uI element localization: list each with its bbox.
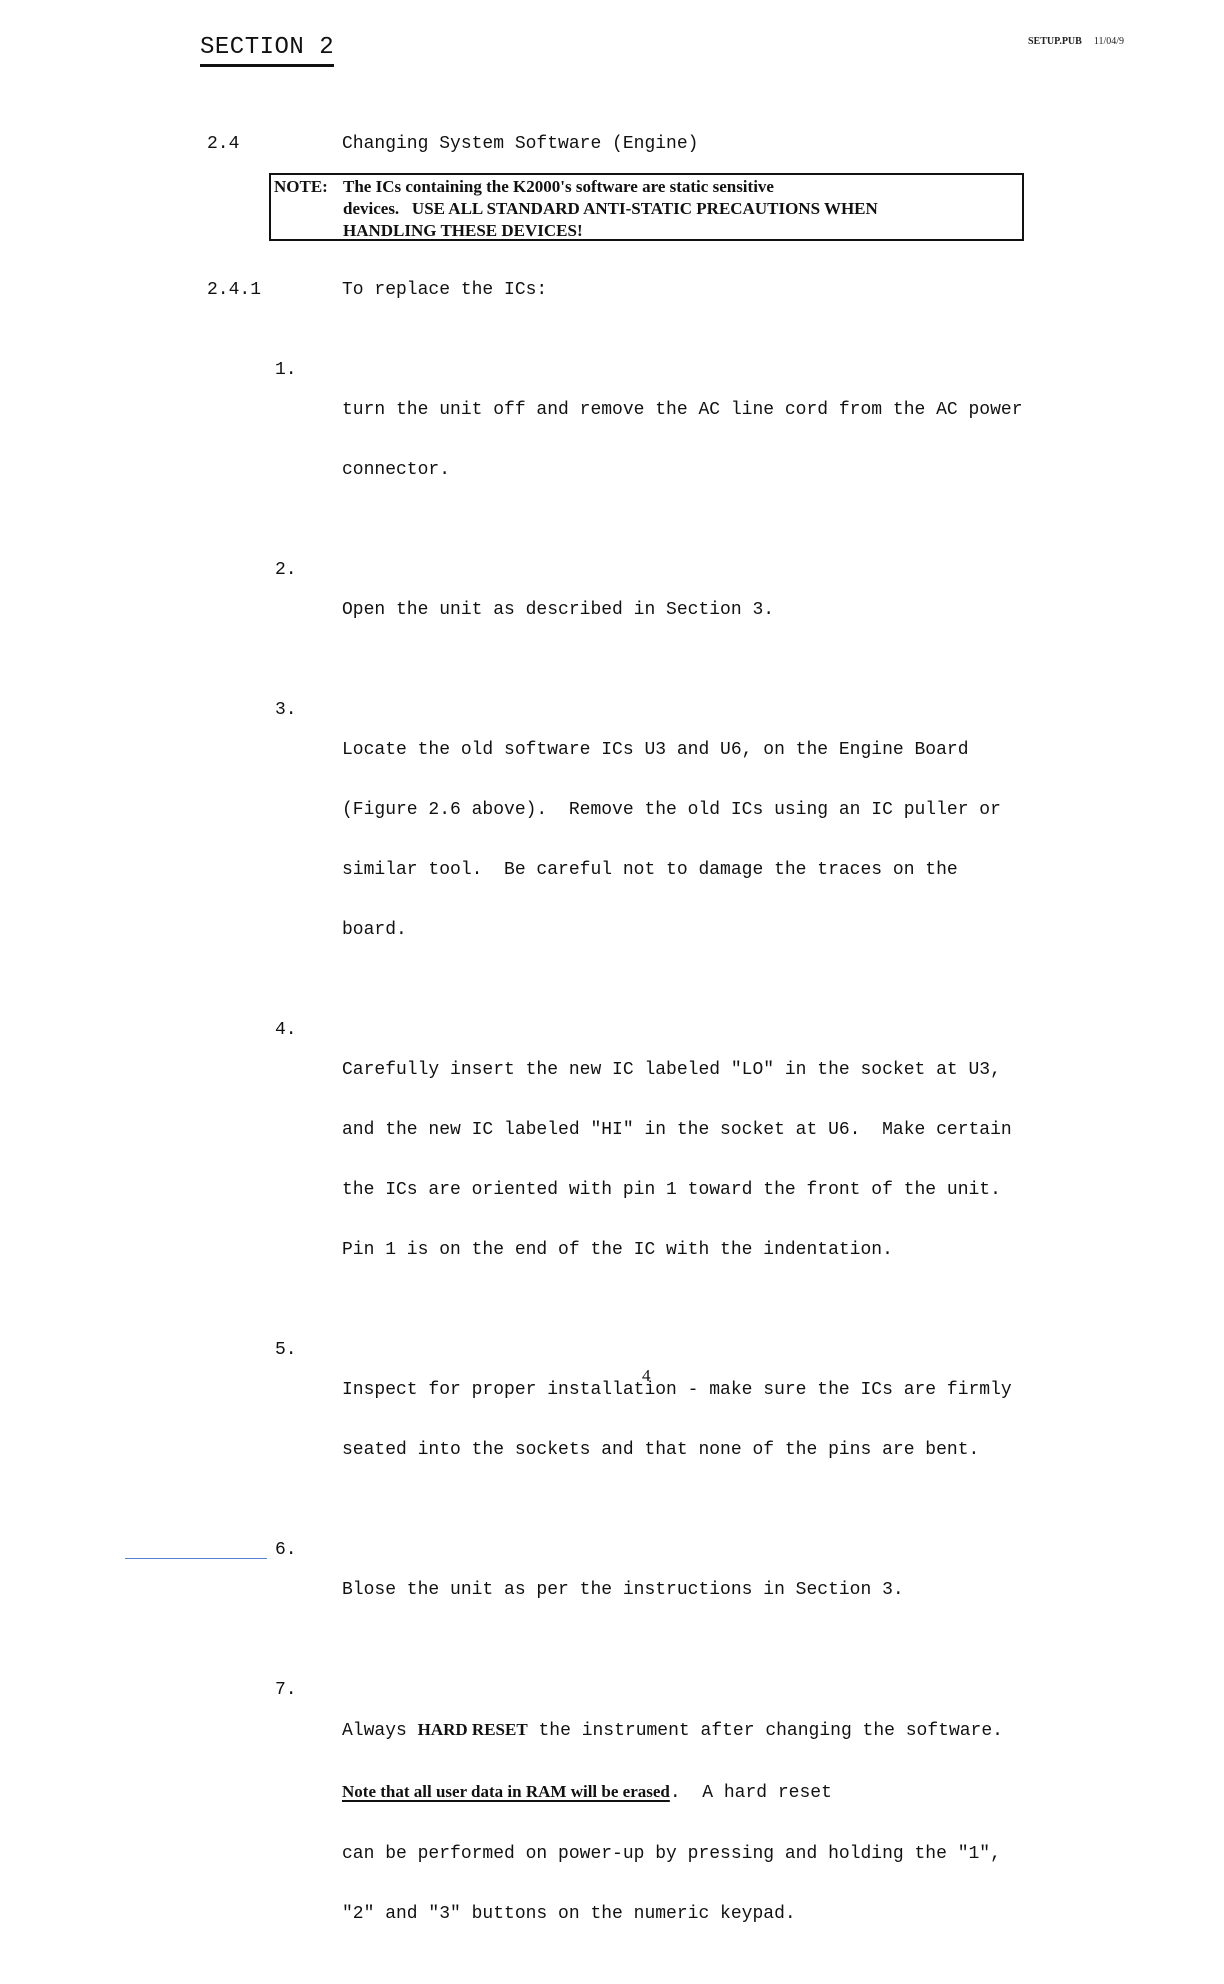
step-text	[342, 700, 1001, 980]
step-line: Inspect for proper installation - make sure the ICs are firmly	[342, 1380, 1012, 1400]
list-item	[275, 1020, 1075, 1300]
step-number: 4.	[275, 1020, 297, 1040]
step-number: 3.	[275, 700, 297, 720]
step-text	[342, 1680, 1003, 1964]
step-line: Pin 1 is on the end of the IC with the indentation.	[342, 1240, 893, 1260]
step-text	[342, 1540, 904, 1640]
step-line: board.	[342, 920, 407, 940]
list-item	[275, 1340, 1075, 1500]
step-text	[342, 1020, 1012, 1300]
note-text	[343, 176, 1023, 242]
step-line: Locate the old software ICs U3 and U6, on the Engine Board	[342, 740, 969, 760]
note-label: NOTE:	[274, 177, 328, 196]
step-number: 5.	[275, 1340, 297, 1360]
page-number: 4	[642, 1366, 651, 1385]
steps-list	[275, 320, 1075, 1984]
step-line: and the new IC labeled "HI" in the socket at U6. Make certain	[342, 1120, 1012, 1140]
hard-reset-emphasis: HARD RESET	[417, 1720, 528, 1739]
step-line: can be performed on power-up by pressing and holding the "1",	[342, 1844, 1001, 1864]
note-line: devices. USE ALL STANDARD ANTI-STATIC PRECAUTIONS WHEN	[343, 199, 878, 218]
step-text	[342, 1340, 1012, 1500]
step-line: "2" and "3" buttons on the numeric keypad.	[342, 1904, 796, 1924]
step-line: turn the unit off and remove the AC line cord from the AC power	[342, 400, 1023, 420]
step-number: 2.	[275, 560, 297, 580]
file-stamp	[1028, 36, 1124, 47]
step-number: 7.	[275, 1680, 297, 1700]
note-box	[269, 173, 1024, 241]
list-item	[275, 700, 1075, 980]
step-line: similar tool. Be careful not to damage the traces on the	[342, 860, 958, 880]
step-line	[342, 1782, 1003, 1804]
step-number: 1.	[275, 360, 297, 380]
subsection-title: To replace the ICs:	[342, 280, 548, 300]
step-number: 6.	[275, 1540, 297, 1560]
note-line: The ICs containing the K2000's software are static sensitive	[343, 177, 774, 196]
note-line: HANDLING THESE DEVICES!	[343, 221, 583, 240]
section-title: Changing System Software (Engine)	[342, 134, 699, 154]
section-number: 2.4	[207, 134, 240, 154]
step-line: connector.	[342, 460, 451, 480]
list-item	[275, 360, 1075, 520]
step-line: the ICs are oriented with pin 1 toward the front of the unit.	[342, 1180, 1001, 1200]
file-date: 11/04/9	[1093, 36, 1125, 47]
step-text-fragment: the instrument after changing the software.	[527, 1721, 1003, 1741]
step-text	[342, 560, 774, 660]
list-item	[275, 1680, 1075, 1964]
footer-rule	[125, 1558, 267, 1559]
step-text-fragment: Always	[342, 1721, 418, 1741]
step-line: Open the unit as described in Section 3.	[342, 600, 775, 620]
list-item	[275, 560, 1075, 660]
list-item	[275, 1540, 1075, 1640]
data-erased-warning: Note that all user data in RAM will be erased	[342, 1782, 670, 1801]
step-text-fragment: . A hard reset	[669, 1783, 832, 1803]
step-line	[342, 1720, 1003, 1742]
step-line: (Figure 2.6 above). Remove the old ICs using an IC puller or	[342, 800, 1001, 820]
file-name: SETUP.PUB	[1028, 36, 1082, 47]
step-line: seated into the sockets and that none of the pins are bent.	[342, 1440, 980, 1460]
section-heading: SECTION 2	[200, 34, 334, 67]
subsection-number: 2.4.1	[207, 280, 262, 300]
step-line: Carefully insert the new IC labeled "LO" in the socket at U3,	[342, 1060, 1001, 1080]
step-text	[342, 360, 1023, 520]
step-line: Blose the unit as per the instructions in Section 3.	[342, 1580, 904, 1600]
